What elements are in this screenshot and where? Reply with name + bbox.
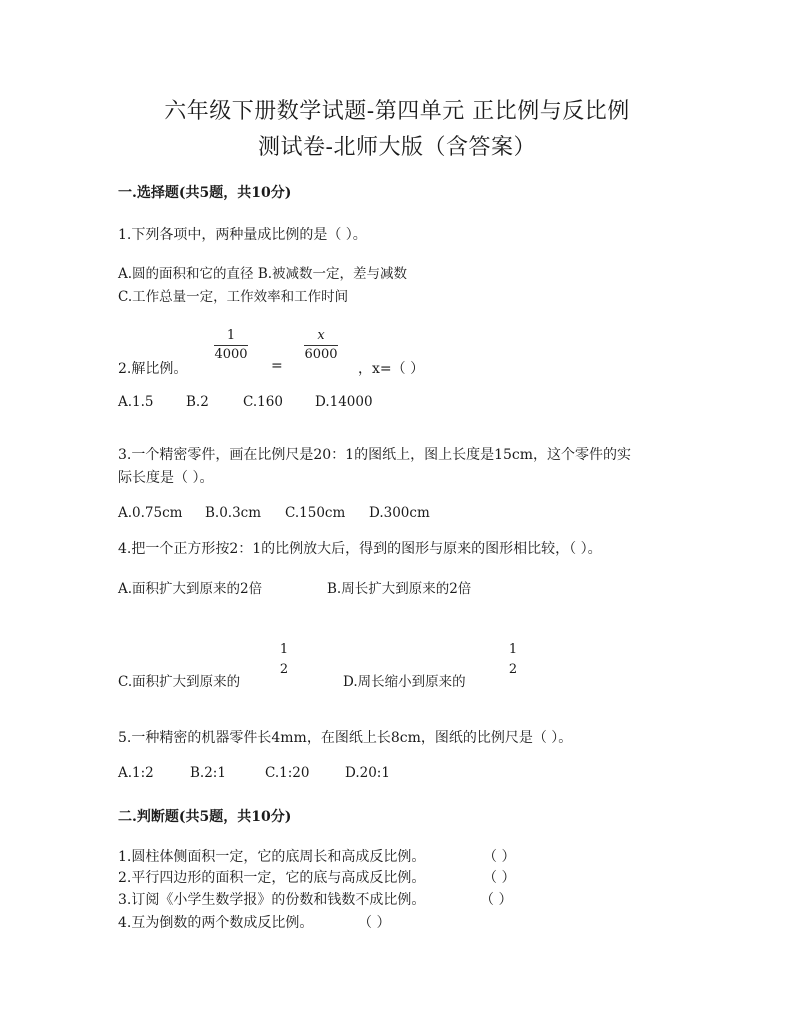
fraction-numerator: 1 bbox=[226, 328, 236, 343]
question-3-option-b: B.0.3cm bbox=[205, 505, 262, 521]
page-title-line2: 测试卷-北师大版（含答案） bbox=[258, 135, 536, 160]
fraction-denominator: 4000 bbox=[214, 347, 248, 362]
fraction-denominator: 2 bbox=[508, 662, 518, 677]
question-5-option-d: D.20:1 bbox=[345, 765, 390, 781]
question-1-options-line1: A.圆的面积和它的直径 B.被减数一定，差与减数 bbox=[118, 266, 408, 282]
question-2-option-c: C.160 bbox=[243, 394, 283, 410]
fraction-numerator: x bbox=[317, 328, 325, 343]
section-heading-judge: 二.判断题(共5题，共10分) bbox=[118, 809, 292, 825]
question-2-option-a: A.1.5 bbox=[118, 394, 154, 410]
judge-item-4: 4.互为倒数的两个数成反比例。 bbox=[118, 915, 314, 931]
fraction-bar bbox=[304, 345, 338, 346]
question-4-option-c: C.面积扩大到原来的 bbox=[118, 674, 241, 690]
judge-item-2-blank: （ ） bbox=[483, 870, 516, 886]
question-2-fraction-right bbox=[304, 328, 338, 362]
question-4-stem: 4.把一个正方形按2：1的比例放大后，得到的图形与原来的图形相比较，（ ）。 bbox=[118, 541, 602, 557]
question-2-option-d: D.14000 bbox=[315, 394, 373, 410]
judge-item-1-blank: （ ） bbox=[483, 849, 516, 865]
question-4-option-a: A.面积扩大到原来的2倍 bbox=[118, 581, 263, 597]
page-title-line1: 六年级下册数学试题-第四单元 正比例与反比例 bbox=[164, 99, 630, 124]
question-2-equals: = bbox=[271, 358, 283, 374]
judge-item-3-blank: （ ） bbox=[480, 892, 513, 908]
fraction-denominator: 2 bbox=[279, 662, 289, 677]
question-5-option-b: B.2:1 bbox=[190, 765, 226, 781]
question-5-stem: 5.一种精密的机器零件长4mm，在图纸上长8cm，图纸的比例尺是（ ）。 bbox=[118, 730, 573, 746]
question-4-option-d: D.周长缩小到原来的 bbox=[343, 674, 466, 690]
question-4-fraction-c bbox=[276, 640, 292, 680]
fraction-bar bbox=[214, 345, 248, 346]
section-heading-choice: 一.选择题(共5题，共10分) bbox=[118, 185, 292, 201]
question-5-option-c: C.1:20 bbox=[265, 765, 310, 781]
question-3-stem-line2: 际长度是（ ）。 bbox=[118, 470, 214, 486]
fraction-numerator: 1 bbox=[508, 642, 518, 657]
question-3-option-d: D.300cm bbox=[369, 505, 430, 521]
question-2-suffix: ，x=（ ） bbox=[358, 361, 425, 377]
question-2-fraction-left bbox=[214, 328, 248, 362]
fraction-numerator: 1 bbox=[279, 642, 289, 657]
question-1-stem: 1.下列各项中，两种量成比例的是（ ）。 bbox=[118, 227, 367, 243]
judge-item-1: 1.圆柱体侧面积一定，它的底周长和高成反比例。 bbox=[118, 849, 426, 865]
question-1-options-line2: C.工作总量一定，工作效率和工作时间 bbox=[118, 289, 349, 305]
question-2-prefix: 2.解比例。 bbox=[118, 361, 188, 377]
question-5-option-a: A.1:2 bbox=[118, 765, 154, 781]
question-3-stem-line1: 3.一个精密零件，画在比例尺是20：1的图纸上，图上长度是15cm，这个零件的实 bbox=[118, 447, 632, 463]
question-4-option-b: B.周长扩大到原来的2倍 bbox=[327, 581, 472, 597]
judge-item-3: 3.订阅《小学生数学报》的份数和钱数不成比例。 bbox=[118, 892, 426, 908]
judge-item-2: 2.平行四边形的面积一定，它的底与高成反比例。 bbox=[118, 870, 426, 886]
question-3-option-a: A.0.75cm bbox=[118, 505, 183, 521]
fraction-denominator: 6000 bbox=[304, 347, 338, 362]
question-4-fraction-d bbox=[505, 640, 521, 680]
judge-item-4-blank: （ ） bbox=[358, 915, 391, 931]
question-2-option-b: B.2 bbox=[186, 394, 209, 410]
question-3-option-c: C.150cm bbox=[285, 505, 346, 521]
